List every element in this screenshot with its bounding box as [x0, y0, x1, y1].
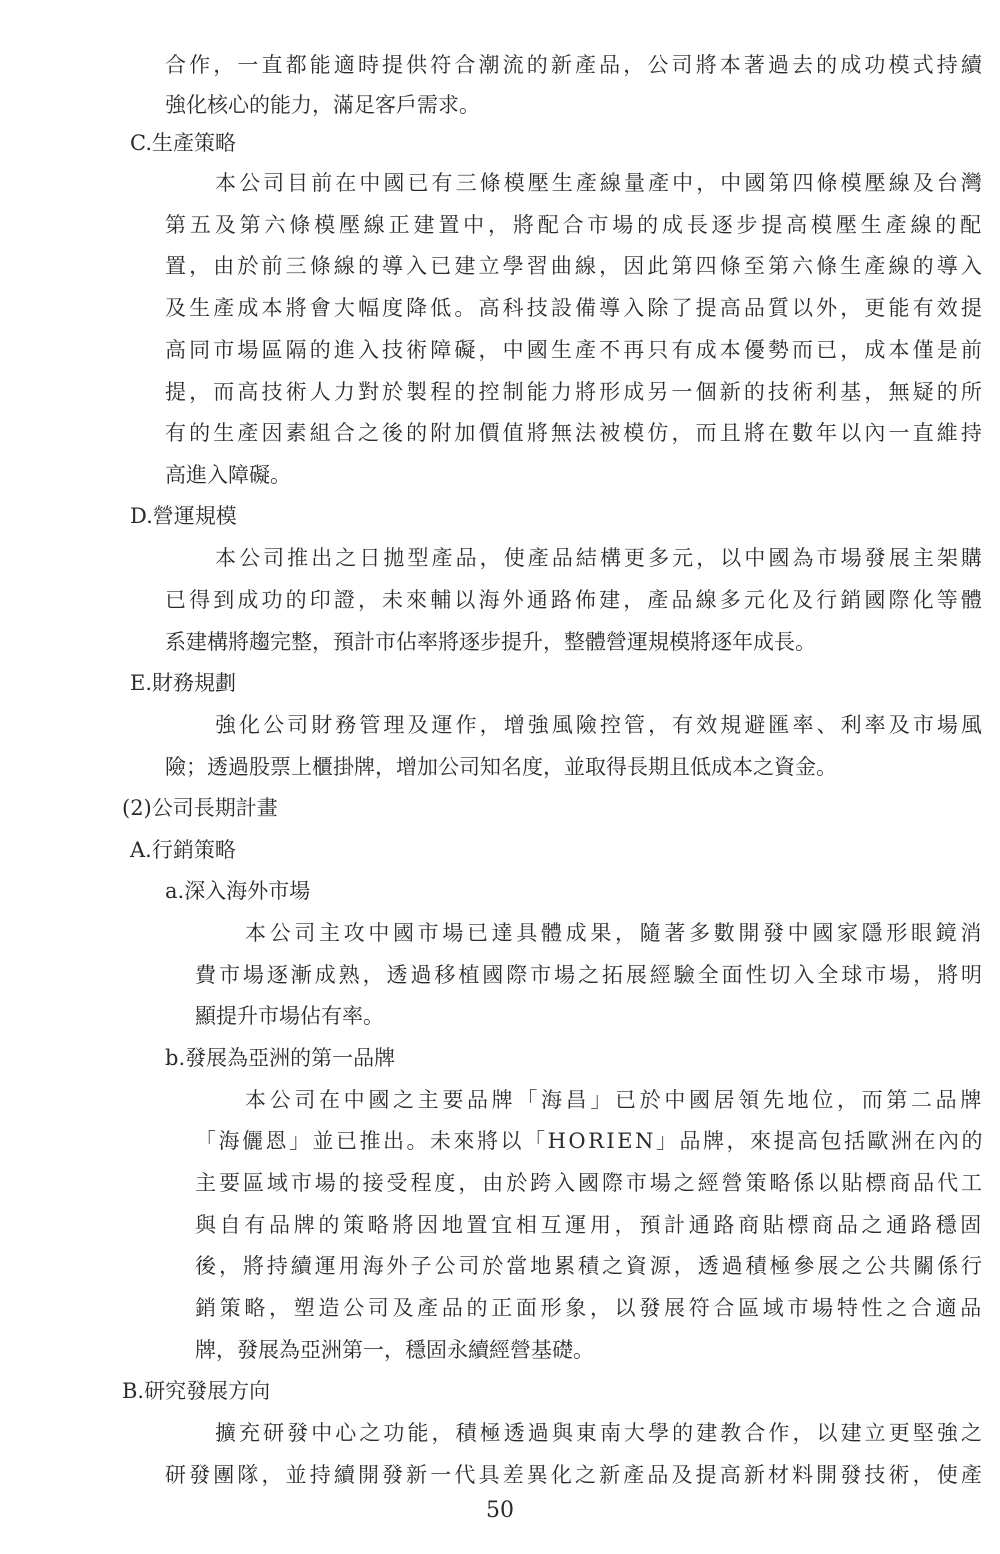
- section-c-line: 高進入障礙。: [165, 463, 291, 487]
- section-c-heading: C.生產策略: [130, 131, 236, 155]
- section-b-heading: B.研究發展方向: [122, 1379, 271, 1403]
- section-d-heading: D.營運規模: [130, 504, 237, 528]
- section-a-heading: A.行銷策略: [130, 838, 236, 862]
- subsection-a-heading: a.深入海外市場: [165, 879, 311, 903]
- section-e-line: 險；透過股票上櫃掛牌，增加公司知名度，並取得長期且低成本之資金。: [165, 755, 837, 779]
- section-c-line: 提，而高技術人力對於製程的控制能力將形成另一個新的技術利基，無疑的所: [165, 380, 985, 404]
- subsection-b-heading: b.發展為亞洲的第一品牌: [165, 1046, 396, 1070]
- subsection-b-line: 本公司在中國之主要品牌「海昌」已於中國居領先地位，而第二品牌: [245, 1088, 985, 1112]
- page-number: 50: [486, 1498, 514, 1523]
- intro-line-1: 合作，一直都能適時提供符合潮流的新產品，公司將本著過去的成功模式持續: [165, 53, 985, 77]
- section-d-line: 本公司推出之日拋型產品，使產品結構更多元，以中國為市場發展主架購: [215, 546, 985, 570]
- subsection-b-line: 主要區域市場的接受程度，由於跨入國際市場之經營策略係以貼標商品代工: [195, 1171, 985, 1195]
- section-c-line: 高同市場區隔的進入技術障礙，中國生產不再只有成本優勢而已，成本僅是前: [165, 338, 985, 362]
- long-term-plan-heading: (2)公司長期計畫: [122, 796, 278, 820]
- section-c-line: 本公司目前在中國已有三條模壓生產線量產中，中國第四條模壓線及台灣: [215, 171, 985, 195]
- subsection-b-line: 與自有品牌的策略將因地置宜相互運用，預計通路商貼標商品之通路穩固: [195, 1213, 985, 1237]
- section-b-line: 擴充研發中心之功能，積極透過與東南大學的建教合作，以建立更堅強之: [215, 1421, 985, 1445]
- subsection-a-line: 費市場逐漸成熟，透過移植國際市場之拓展經驗全面性切入全球市場，將明: [195, 963, 985, 987]
- subsection-b-line: 「海儷恩」並已推出。未來將以「HORIEN」品牌，來提高包括歐洲在內的: [195, 1129, 985, 1153]
- subsection-b-line: 牌，發展為亞洲第一，穩固永續經營基礎。: [195, 1338, 594, 1362]
- subsection-b-line: 後，將持續運用海外子公司於當地累積之資源，透過積極參展之公共關係行: [195, 1254, 985, 1278]
- subsection-a-line: 顯提升市場佔有率。: [195, 1004, 384, 1028]
- section-e-line: 強化公司財務管理及運作，增強風險控管，有效規避匯率、利率及市場風: [215, 713, 985, 737]
- section-c-line: 及生產成本將會大幅度降低。高科技設備導入除了提高品質以外，更能有效提: [165, 296, 985, 320]
- subsection-a-line: 本公司主攻中國市場已達具體成果，隨著多數開發中國家隱形眼鏡消: [245, 921, 985, 945]
- section-c-line: 第五及第六條模壓線正建置中，將配合市場的成長逐步提高模壓生產線的配: [165, 213, 985, 237]
- subsection-b-line: 銷策略，塑造公司及產品的正面形象，以發展符合區域市場特性之合適品: [195, 1296, 985, 1320]
- section-d-line: 已得到成功的印證，未來輔以海外通路佈建，產品線多元化及行銷國際化等體: [165, 588, 985, 612]
- section-d-line: 系建構將趨完整，預計市佔率將逐步提升，整體營運規模將逐年成長。: [165, 630, 816, 654]
- section-c-line: 置，由於前三條線的導入已建立學習曲線，因此第四條至第六條生產線的導入: [165, 254, 985, 278]
- section-b-line: 研發團隊，並持續開發新一代具差異化之新產品及提高新材料開發技術，使產: [165, 1463, 985, 1487]
- section-c-line: 有的生產因素組合之後的附加價值將無法被模仿，而且將在數年以內一直維持: [165, 421, 985, 445]
- section-e-heading: E.財務規劃: [130, 671, 237, 695]
- intro-line-2: 強化核心的能力，滿足客戶需求。: [165, 93, 480, 117]
